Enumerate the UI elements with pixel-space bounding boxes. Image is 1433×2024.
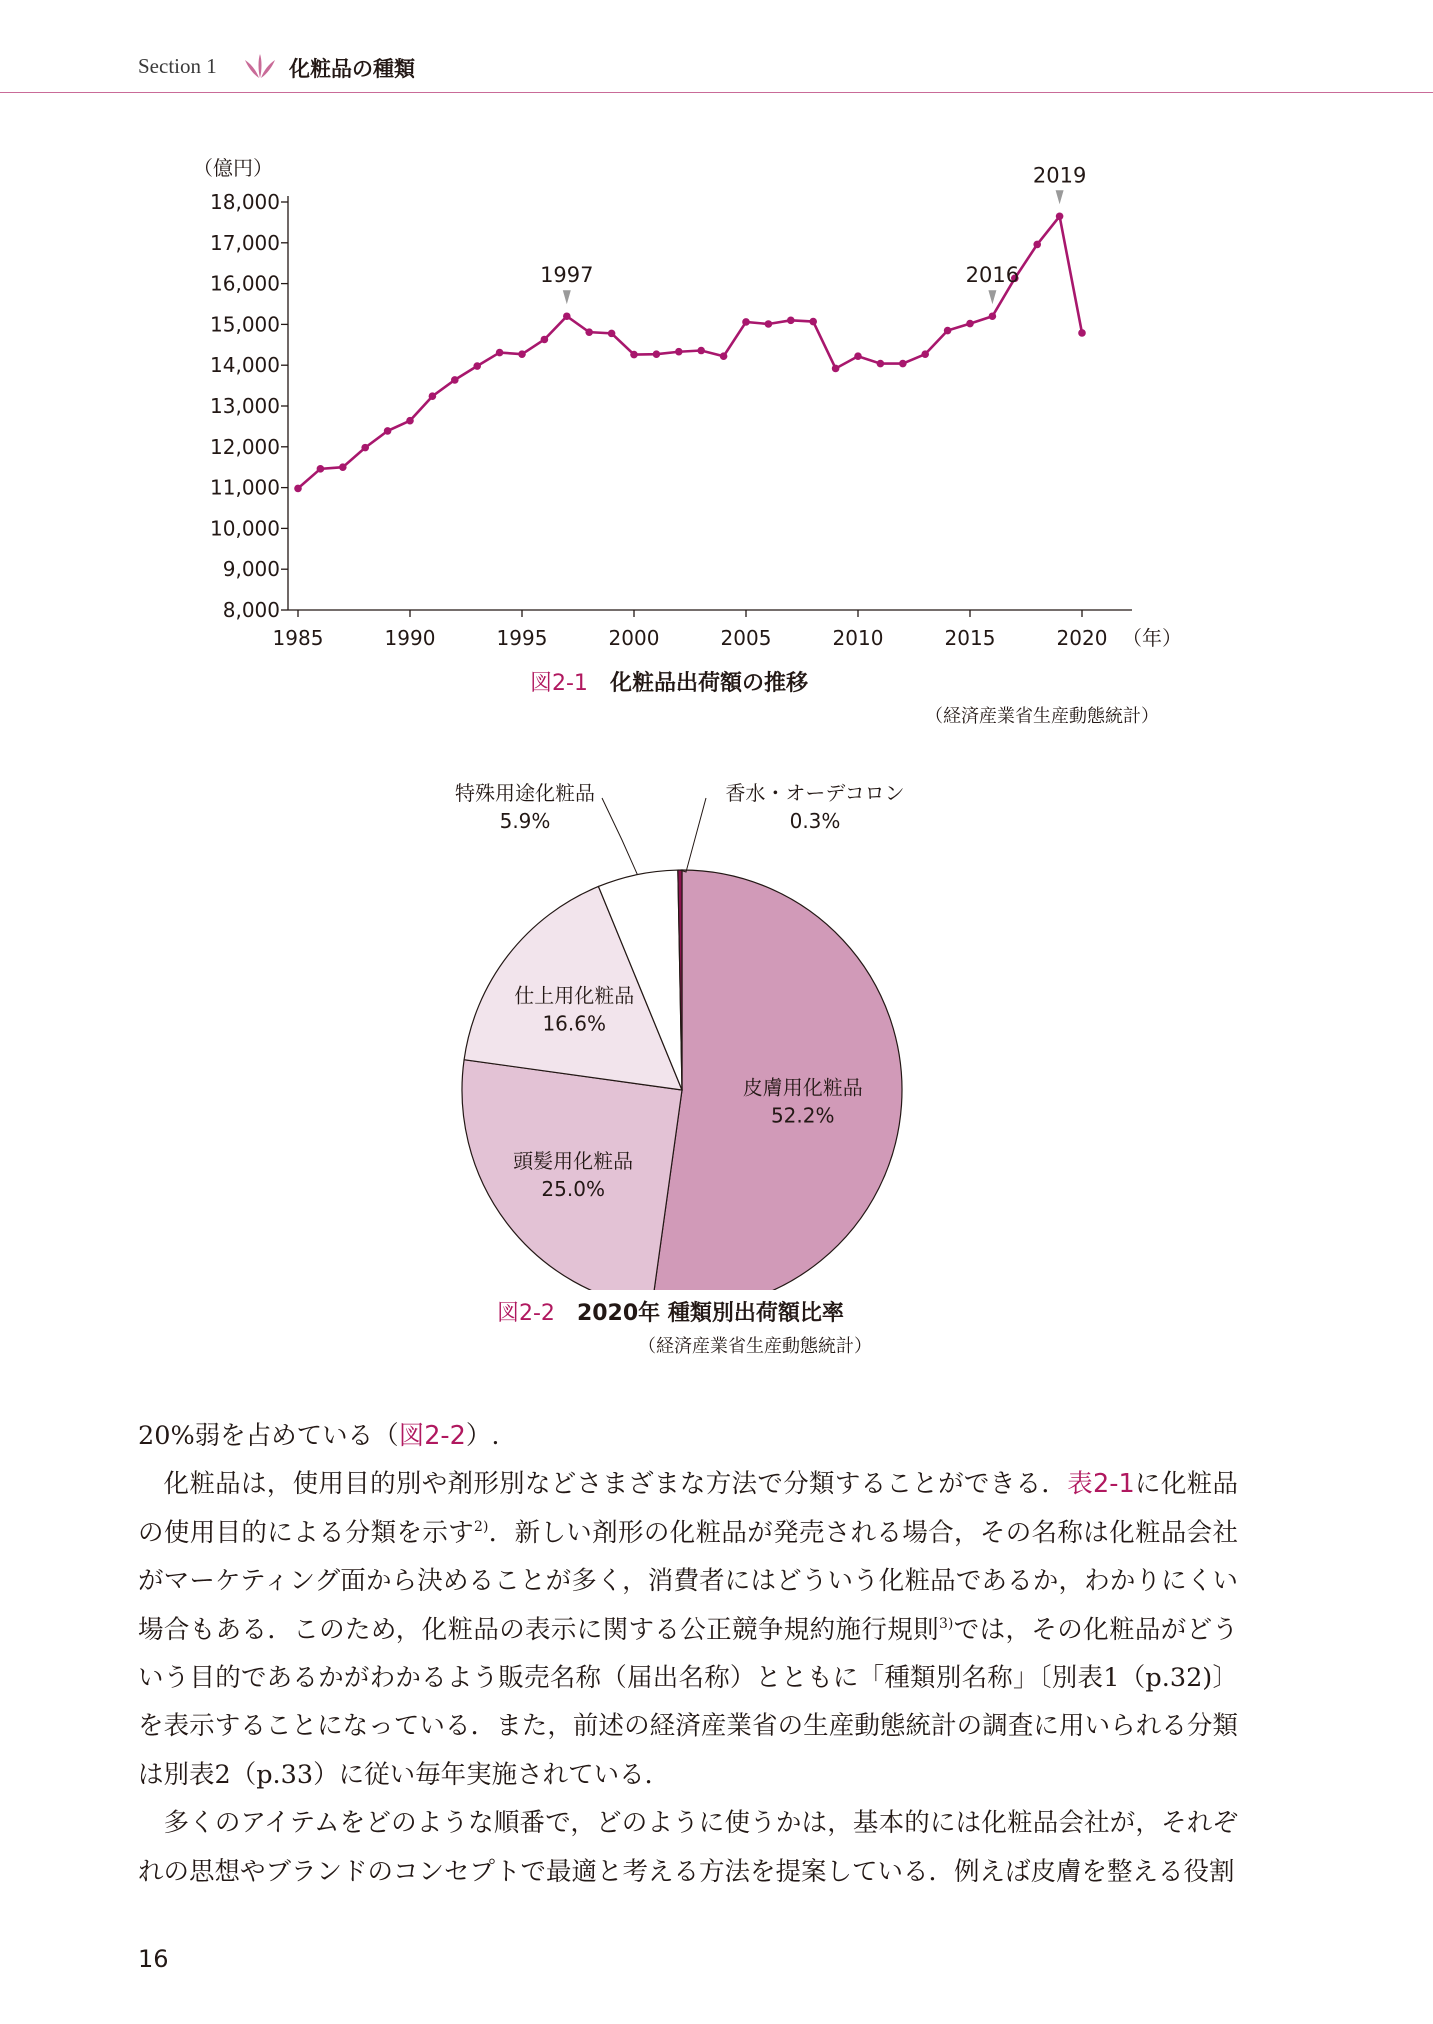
data-point bbox=[921, 350, 929, 358]
pie-slice-value: 5.9% bbox=[499, 809, 551, 833]
y-tick-label: 12,000 bbox=[210, 434, 280, 459]
y-tick-label: 10,000 bbox=[210, 516, 280, 541]
pie-slice-label: 頭髪用化粧品 bbox=[513, 1149, 634, 1174]
pie-slice-value: 52.2% bbox=[770, 1103, 835, 1128]
data-point bbox=[653, 350, 661, 358]
pie-slice-label: 特殊用途化粧品 bbox=[455, 781, 595, 805]
pie-slice-value: 16.6% bbox=[542, 1011, 606, 1036]
figure1-number: 図2-1 bbox=[530, 671, 588, 696]
line-chart-axes bbox=[193, 156, 1182, 650]
data-point bbox=[899, 360, 907, 368]
figure1-caption bbox=[530, 666, 808, 697]
line-chart-ticks bbox=[210, 190, 1107, 650]
annotation-label: 1997 bbox=[540, 263, 594, 288]
figure2-source: （経済産業省生産動態統計） bbox=[638, 1336, 872, 1357]
data-point bbox=[854, 352, 862, 360]
annotation-label: 2016 bbox=[965, 263, 1020, 288]
data-point bbox=[384, 427, 392, 435]
pie-slice-value: 0.3% bbox=[789, 809, 841, 833]
data-point bbox=[451, 376, 459, 384]
y-tick-label: 13,000 bbox=[210, 394, 280, 418]
data-point bbox=[1078, 329, 1086, 337]
pie-slice-label: 仕上用化粧品 bbox=[514, 983, 635, 1008]
figure1-title: 化粧品出荷額の推移 bbox=[609, 671, 808, 696]
x-tick-label: 2005 bbox=[720, 626, 772, 650]
figure2-number: 図2-2 bbox=[497, 1301, 555, 1326]
data-point bbox=[809, 318, 817, 326]
line-chart bbox=[0, 140, 1433, 660]
leader-line bbox=[602, 798, 637, 875]
running-header bbox=[0, 0, 1433, 93]
x-tick-label: 1990 bbox=[384, 626, 436, 650]
x-axis-label: （年） bbox=[1122, 626, 1182, 650]
leader-line bbox=[680, 798, 706, 872]
data-point bbox=[518, 350, 526, 358]
data-point bbox=[496, 349, 504, 357]
figure2-caption bbox=[497, 1296, 844, 1327]
x-tick-label: 2015 bbox=[944, 626, 996, 650]
series-line bbox=[298, 216, 1082, 488]
y-tick-label: 15,000 bbox=[210, 312, 280, 337]
leaf-ornament-icon bbox=[242, 52, 278, 80]
data-point bbox=[429, 392, 437, 400]
figure2-title: 2020年 種類別出荷額比率 bbox=[576, 1301, 844, 1326]
footnote-marker-2: 2) bbox=[474, 1518, 489, 1535]
annotation-label: 2019 bbox=[1032, 163, 1087, 188]
paragraph-1 bbox=[138, 1412, 1238, 1460]
pie-slice bbox=[462, 1060, 682, 1290]
data-point bbox=[473, 362, 481, 370]
data-point bbox=[406, 417, 414, 425]
data-point bbox=[877, 360, 885, 368]
x-tick-label: 1985 bbox=[272, 626, 324, 650]
data-point bbox=[339, 463, 347, 471]
figure-2-2-reference: 図2-2 bbox=[398, 1421, 466, 1451]
pie-chart bbox=[0, 770, 1433, 1290]
page-number: 16 bbox=[138, 1945, 169, 1973]
data-point bbox=[675, 348, 683, 356]
body-text bbox=[138, 1412, 1238, 1896]
p1-text-a: 20%弱を占めている（ bbox=[138, 1421, 399, 1451]
data-point bbox=[361, 444, 369, 452]
y-tick-label: 14,000 bbox=[210, 353, 280, 378]
footnote-marker-3: 3) bbox=[939, 1615, 954, 1632]
p2-text-d: では，その化粧品がどういう目的であるかがわかるよう販売名称（届出名称）とともに「種類別名称」〔別表1（p.32)〕を表示することになっている．また，前述の経済産業省の生産動態統計の調査に用いられる分類は別表2（p.33）に従い毎年実施されている． bbox=[138, 1614, 1238, 1790]
x-tick-label: 2020 bbox=[1056, 626, 1108, 650]
pie-slice-value: 25.0% bbox=[541, 1177, 605, 1202]
data-point bbox=[608, 330, 616, 338]
header-section-label: Section 1 bbox=[138, 54, 217, 78]
data-point bbox=[697, 347, 705, 355]
figure1-source: （経済産業省生産動態統計） bbox=[925, 706, 1159, 727]
data-point bbox=[720, 352, 728, 360]
x-tick-label: 2010 bbox=[832, 626, 884, 650]
p2-text-c: ．新しい剤形の化粧品が発売される場合，その名称は化粧品会社がマーケティング面から決めることが多く，消費者にはどういう化粧品であるか，わかりにくい場合もある．このため，化粧品の表示に関する公正競争規約施行規則 bbox=[138, 1517, 1238, 1645]
p2-text-a: 化粧品は，使用目的別や剤形別などさまざまな方法で分類することができる． bbox=[163, 1469, 1068, 1500]
table-2-1-reference: 表2-1 bbox=[1067, 1469, 1135, 1500]
y-tick-label: 8,000 bbox=[222, 598, 280, 622]
data-point bbox=[1033, 241, 1041, 249]
data-point bbox=[787, 317, 795, 325]
data-point bbox=[563, 312, 571, 320]
data-point bbox=[294, 485, 302, 493]
data-point bbox=[317, 465, 325, 473]
data-point bbox=[765, 320, 773, 328]
data-point bbox=[742, 318, 750, 326]
line-chart-annotations bbox=[540, 163, 1086, 304]
data-point bbox=[541, 336, 549, 344]
y-tick-label: 9,000 bbox=[222, 557, 280, 582]
paragraph-2 bbox=[138, 1460, 1238, 1799]
line-chart-series bbox=[294, 212, 1086, 492]
data-point bbox=[832, 365, 840, 373]
annotation-marker bbox=[563, 290, 571, 304]
p2-text-b: に化粧品の使用目的による分類を示す bbox=[138, 1469, 1238, 1548]
y-tick-label: 11,000 bbox=[210, 475, 280, 500]
pie-slice-label: 香水・オーデコロン bbox=[725, 781, 905, 805]
data-point bbox=[1056, 212, 1064, 220]
y-tick-label: 17,000 bbox=[210, 230, 280, 255]
header-chapter-title: 化粧品の種類 bbox=[289, 57, 415, 81]
y-tick-label: 16,000 bbox=[210, 271, 280, 296]
data-point bbox=[944, 327, 952, 335]
paragraph-3: 多くのアイテムをどのような順番で，どのように使うかは，基本的には化粧品会社が，それぞれの思想やブランドのコンセプトで最適と考える方法を提案している．例えば皮膚を整える役割 bbox=[138, 1808, 1238, 1887]
data-point bbox=[630, 351, 638, 359]
x-tick-label: 2000 bbox=[608, 626, 660, 650]
pie-slice-label: 皮膚用化粧品 bbox=[742, 1075, 863, 1100]
data-point bbox=[989, 312, 997, 320]
y-tick-label: 18,000 bbox=[210, 190, 280, 214]
y-axis-label: （億円） bbox=[193, 156, 273, 180]
data-point bbox=[966, 320, 974, 328]
data-point bbox=[585, 328, 593, 336]
annotation-marker bbox=[988, 290, 996, 304]
annotation-marker bbox=[1056, 190, 1064, 204]
x-tick-label: 1995 bbox=[496, 626, 548, 650]
p1-text-b: ）. bbox=[465, 1421, 500, 1451]
